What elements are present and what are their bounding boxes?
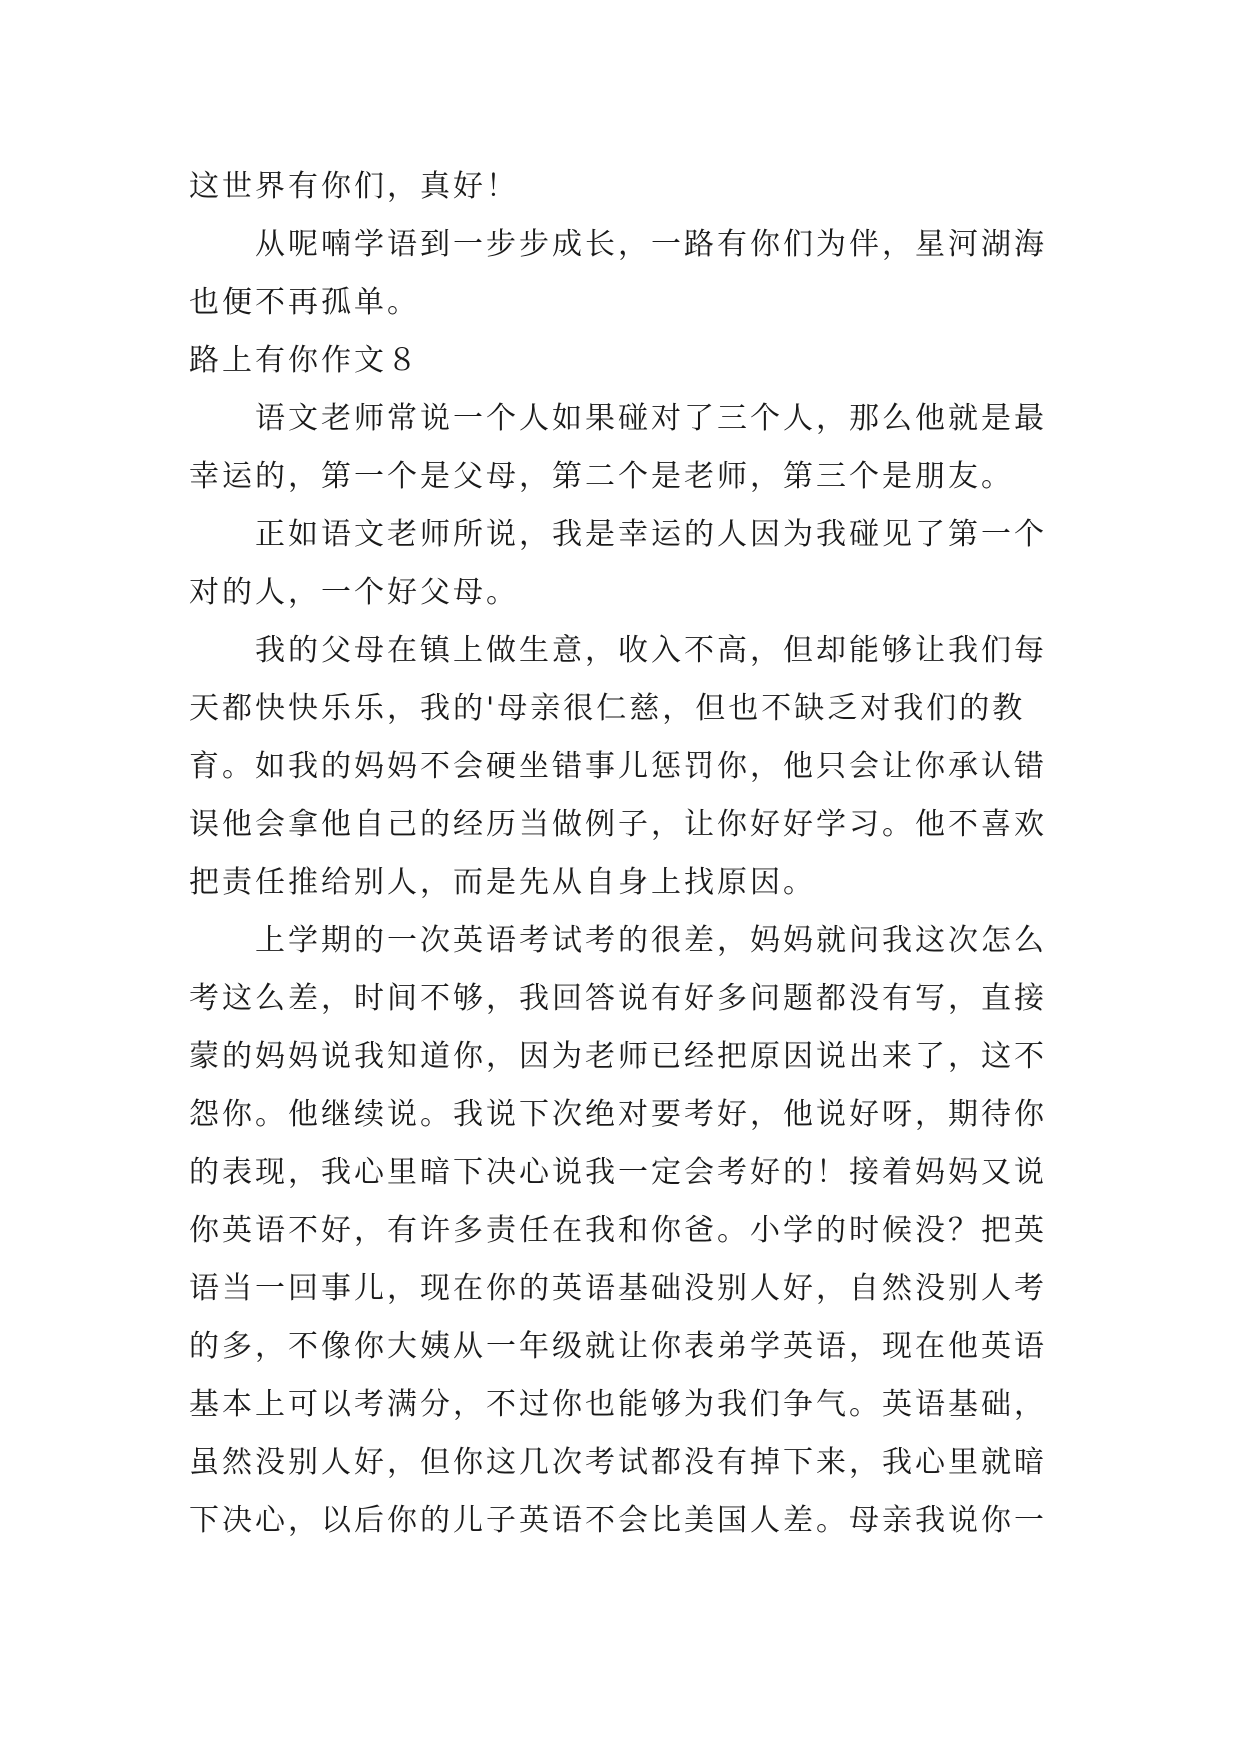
text-line: 幸运的，第一个是父母，第二个是老师，第三个是朋友。 bbox=[189, 459, 1014, 494]
text-line: 虽然没别人好，但你这几次考试都没有掉下来，我心里就暗 bbox=[189, 1445, 1047, 1480]
text-line: 的表现，我心里暗下决心说我一定会考好的！接着妈妈又说 bbox=[189, 1155, 1047, 1190]
text-line: 误他会拿他自己的经历当做例子，让你好好学习。他不喜欢 bbox=[189, 807, 1047, 842]
text-line: 考这么差，时间不够，我回答说有好多问题都没有写，直接 bbox=[189, 981, 1047, 1016]
text-line: 的多，不像你大姨从一年级就让你表弟学英语，现在他英语 bbox=[189, 1329, 1047, 1364]
section-heading: 路上有你作文８ bbox=[189, 343, 420, 378]
text-line: 蒙的妈妈说我知道你，因为老师已经把原因说出来了，这不 bbox=[189, 1039, 1047, 1074]
text-line: 怨你。他继续说。我说下次绝对要考好，他说好呀，期待你 bbox=[189, 1097, 1047, 1132]
text-line: 天都快快乐乐，我的'母亲很仁慈，但也不缺乏对我们的教 bbox=[189, 691, 1026, 726]
text-line: 把责任推给别人，而是先从自身上找原因。 bbox=[189, 865, 816, 900]
text-line: 基本上可以考满分，不过你也能够为我们争气。英语基础， bbox=[189, 1387, 1047, 1422]
text-line: 语文老师常说一个人如果碰对了三个人，那么他就是最 bbox=[255, 401, 1047, 436]
text-line: 也便不再孤单。 bbox=[189, 285, 420, 320]
document-body bbox=[189, 158, 1069, 1550]
text-line: 这世界有你们，真好！ bbox=[189, 169, 519, 204]
text-line: 你英语不好，有许多责任在我和你爸。小学的时候没？把英 bbox=[189, 1213, 1047, 1248]
text-line: 上学期的一次英语考试考的很差，妈妈就问我这次怎么 bbox=[255, 923, 1047, 958]
text-line: 正如语文老师所说，我是幸运的人因为我碰见了第一个 bbox=[255, 517, 1047, 552]
text-line: 下决心，以后你的儿子英语不会比美国人差。母亲我说你一 bbox=[189, 1503, 1047, 1538]
text-line: 语当一回事儿，现在你的英语基础没别人好，自然没别人考 bbox=[189, 1271, 1047, 1306]
text-line: 对的人，一个好父母。 bbox=[189, 575, 519, 610]
text-line: 从呢喃学语到一步步成长，一路有你们为伴，星河湖海 bbox=[255, 227, 1047, 262]
text-line: 我的父母在镇上做生意，收入不高，但却能够让我们每 bbox=[255, 633, 1047, 668]
text-line: 育。如我的妈妈不会硬坐错事儿惩罚你，他只会让你承认错 bbox=[189, 749, 1047, 784]
